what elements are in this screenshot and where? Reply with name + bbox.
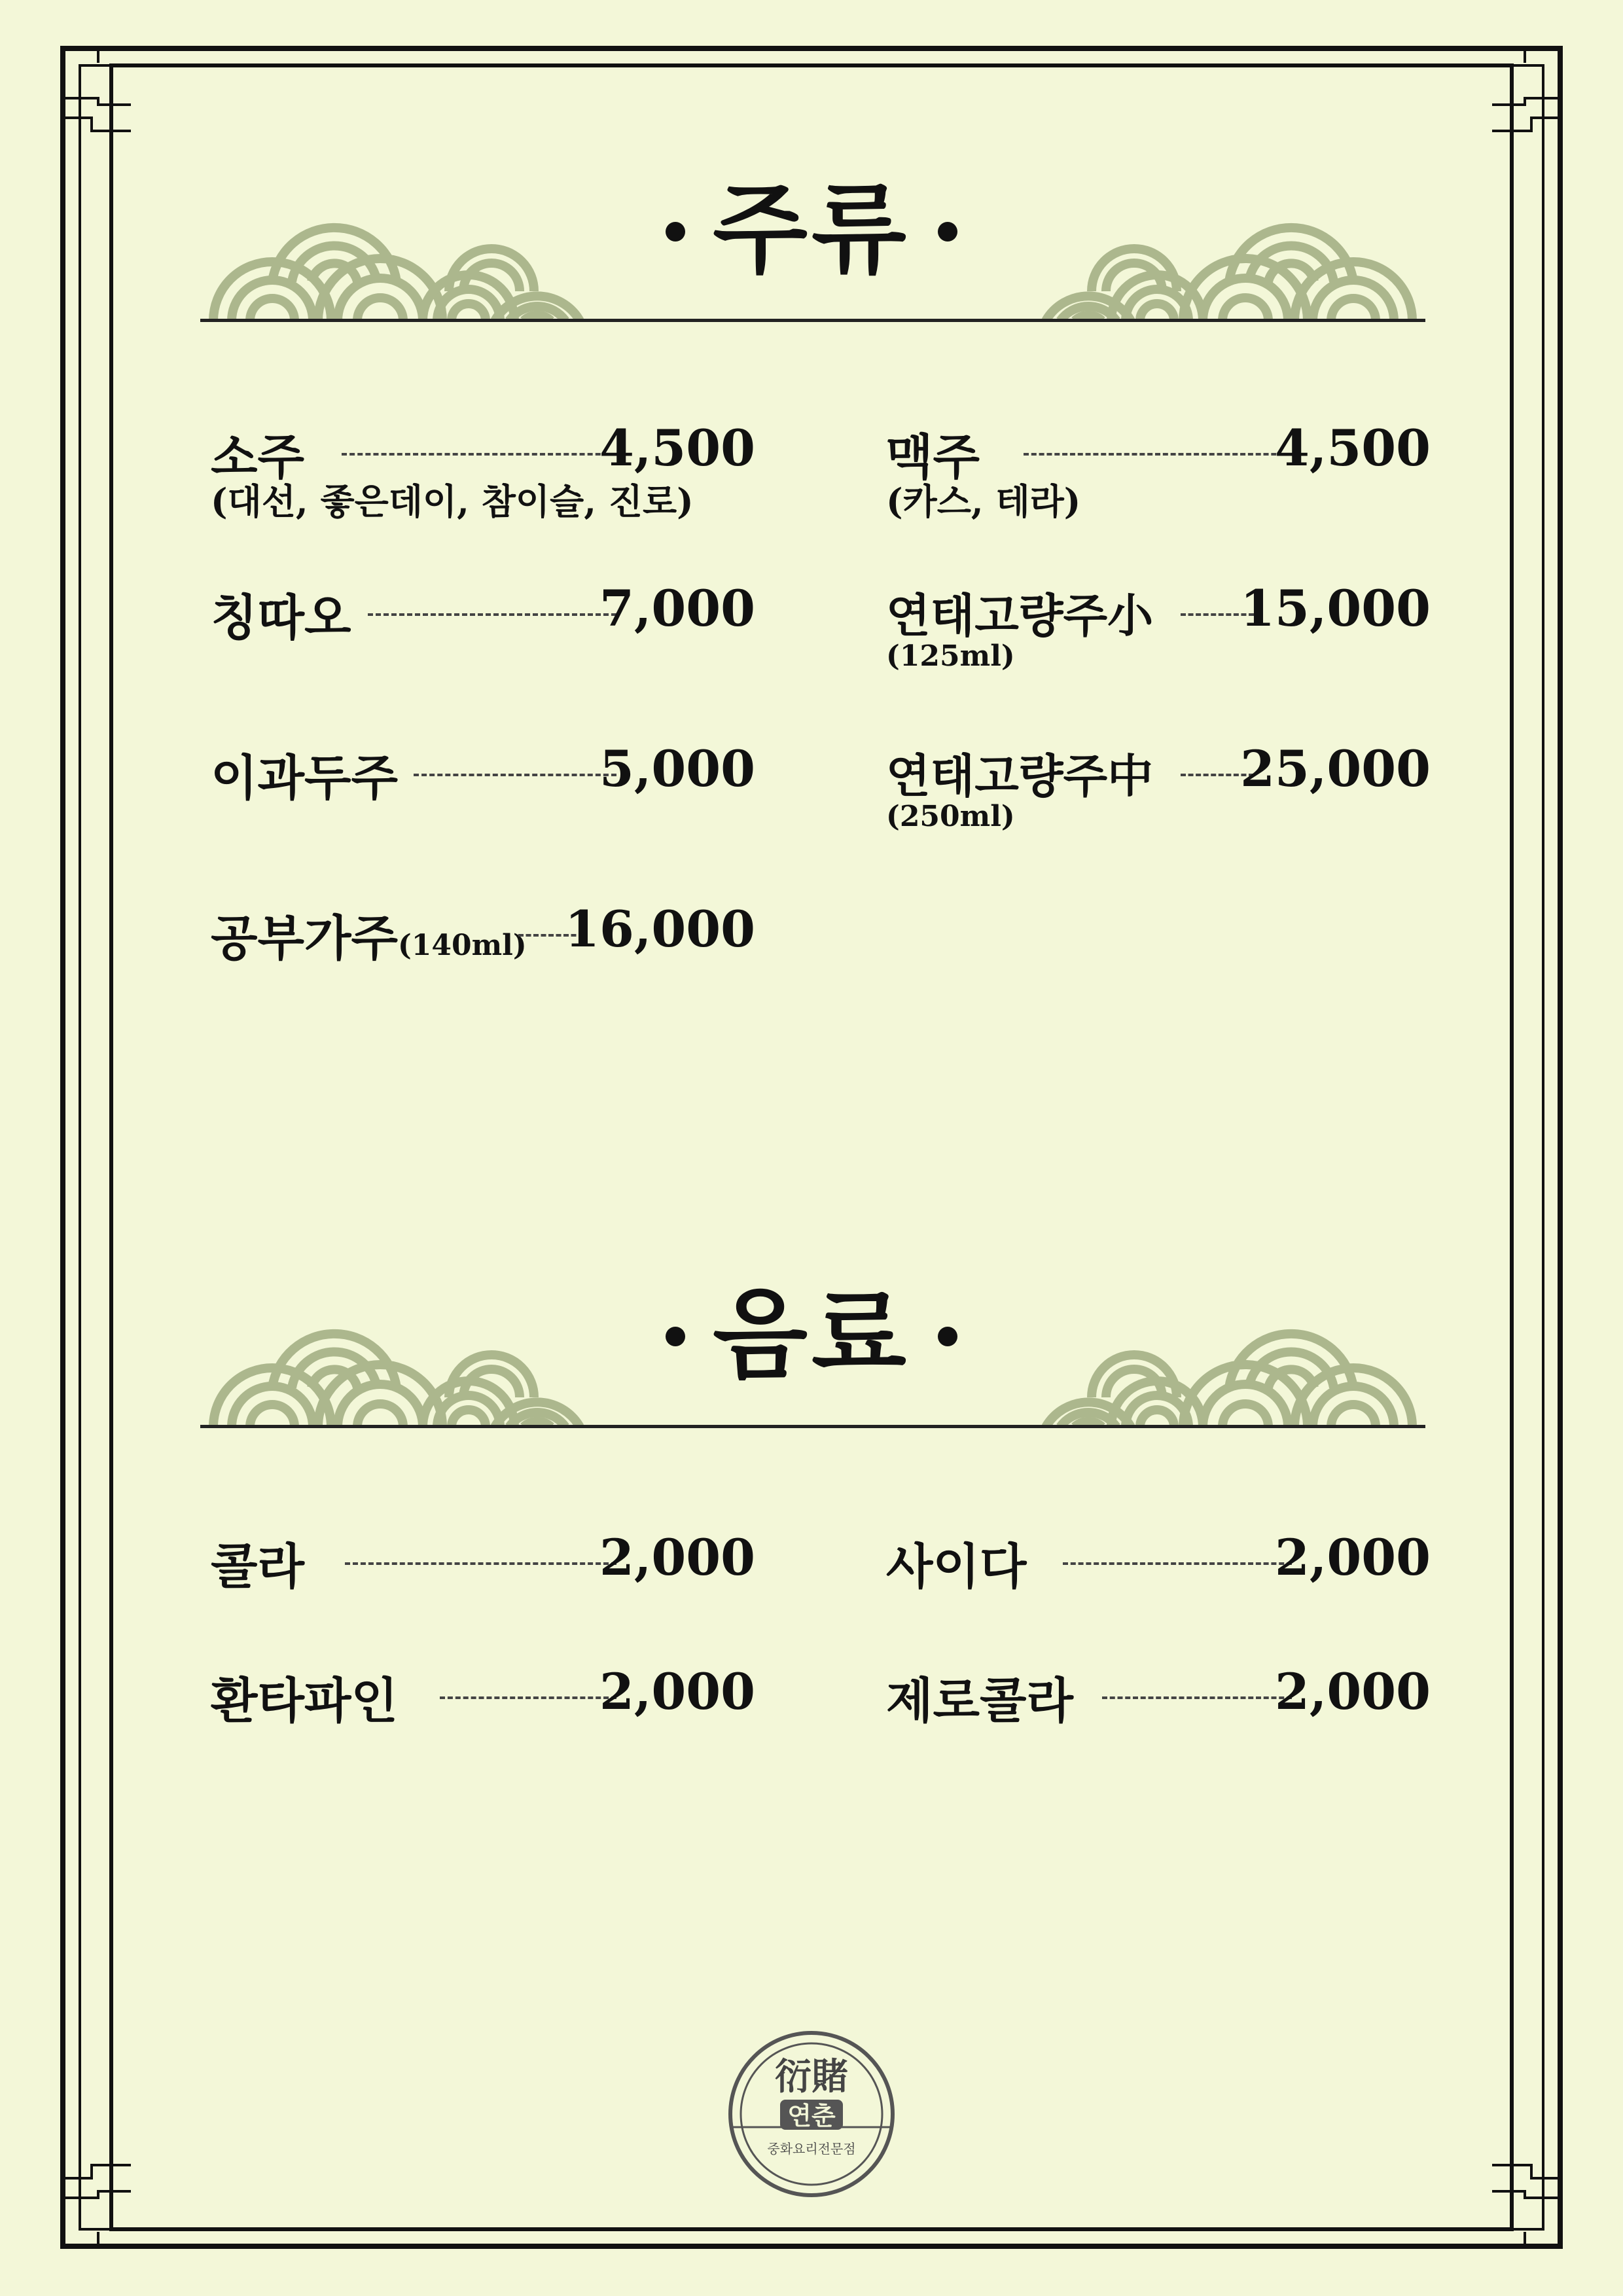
- section-title-text: 음료: [713, 1277, 910, 1392]
- section-divider: [200, 1425, 1425, 1428]
- menu-item-soju: [211, 419, 755, 522]
- logo-hanja: 衍賭: [775, 2055, 848, 2098]
- item-name: 콜라: [211, 1539, 304, 1595]
- item-subtext: (125ml): [886, 639, 1015, 673]
- item-name: 이과두주: [211, 750, 398, 806]
- item-name: 소주: [211, 429, 304, 486]
- item-price: 4,500: [1275, 419, 1431, 477]
- item-name-text: 공부가주: [211, 910, 398, 967]
- menu-item-kongfujia: [211, 900, 755, 972]
- item-price: 2,000: [1275, 1528, 1431, 1587]
- item-name: 제로콜라: [886, 1673, 1073, 1729]
- menu-item-cider: [886, 1528, 1431, 1600]
- menu-item-yantai-medium: [886, 740, 1431, 833]
- dotted-leader: [1063, 1562, 1292, 1565]
- item-subtext: (대선, 좋은데이, 참이슬, 진로): [211, 480, 694, 522]
- item-name: 칭따오: [211, 590, 351, 646]
- item-price: 15,000: [1240, 579, 1431, 637]
- menu-item-zero-cola: [886, 1662, 1431, 1734]
- dotted-leader: [342, 453, 616, 456]
- menu-item-erguotou: [211, 740, 755, 812]
- logo-name: 연춘: [787, 2102, 836, 2130]
- dotted-leader: [368, 613, 616, 616]
- item-name: 사이다: [886, 1539, 1027, 1595]
- item-subtext: (카스, 테라): [886, 480, 1081, 522]
- logo-caption: 중화요리전문점: [767, 2141, 856, 2157]
- menu-item-beer: [886, 419, 1431, 522]
- menu-item-cola: [211, 1528, 755, 1600]
- item-name: [211, 900, 527, 969]
- section-divider: [200, 319, 1425, 322]
- item-name: 연태고량주中: [886, 749, 1154, 803]
- item-name: 맥주: [886, 429, 980, 486]
- menu-item-yantai-small: [886, 579, 1431, 673]
- item-volume: (140ml): [397, 929, 527, 962]
- item-name: 환타파인: [211, 1673, 398, 1729]
- menu-item-tsingtao: [211, 579, 755, 651]
- menu-item-fanta-pineapple: [211, 1662, 755, 1734]
- wave-cloud-ornament-icon: [200, 1316, 1425, 1427]
- dotted-leader: [1024, 453, 1292, 456]
- item-price: 2,000: [599, 1662, 755, 1721]
- item-price: 2,000: [599, 1528, 755, 1587]
- restaurant-logo: [726, 2029, 897, 2199]
- item-price: 4,500: [599, 419, 755, 477]
- dotted-leader: [1102, 1696, 1292, 1699]
- item-price: 16,000: [565, 900, 755, 958]
- item-price: 7,000: [599, 579, 755, 637]
- section-title-text: 주류: [713, 172, 910, 287]
- item-price: 25,000: [1240, 740, 1431, 798]
- dotted-leader: [414, 774, 616, 776]
- item-name: 연태고량주小: [886, 588, 1154, 643]
- item-price: 5,000: [599, 740, 755, 798]
- wave-cloud-ornament-icon: [200, 209, 1425, 321]
- item-price: 2,000: [1275, 1662, 1431, 1721]
- dotted-leader: [440, 1696, 616, 1699]
- dotted-leader: [345, 1562, 616, 1565]
- item-subtext: (250ml): [886, 800, 1015, 833]
